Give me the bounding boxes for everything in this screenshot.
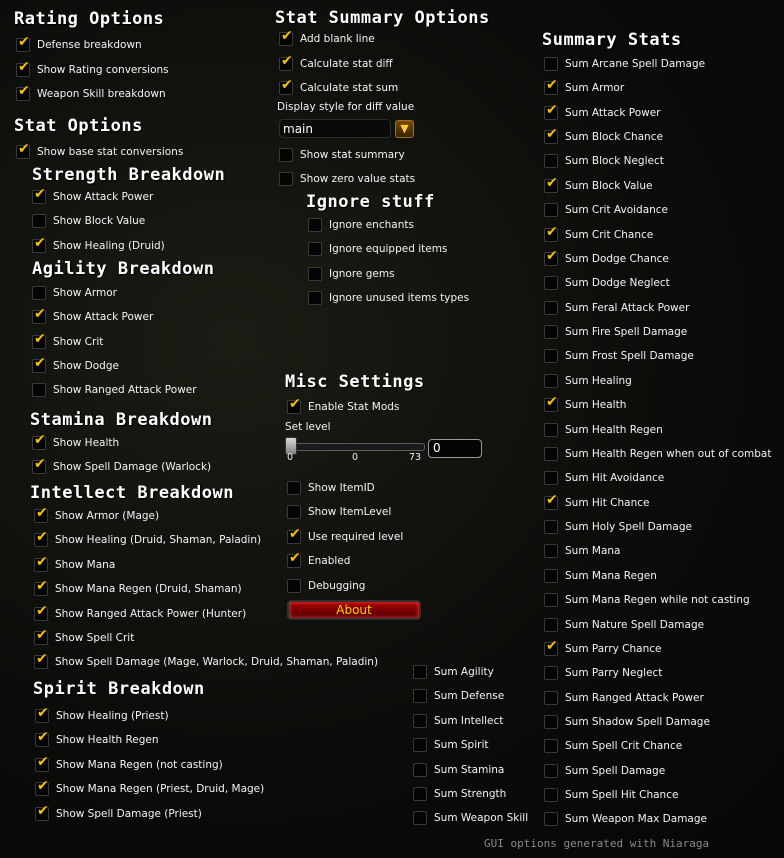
checkbox-sum-spirit[interactable] bbox=[413, 737, 488, 753]
checkbox-label: Show Attack Power bbox=[53, 191, 154, 203]
checkbox-label: Sum Intellect bbox=[434, 715, 504, 727]
checkbox-show-attack-power[interactable] bbox=[32, 309, 153, 325]
checkmark-icon[interactable] bbox=[279, 57, 293, 71]
agility-breakdown-heading: Agility Breakdown bbox=[32, 259, 215, 279]
checkbox-label: Ignore enchants bbox=[329, 219, 414, 231]
checkbox-weapon-skill-breakdown[interactable] bbox=[16, 86, 166, 102]
checkbox-label: Show Health bbox=[53, 437, 120, 449]
checkbox-sum-weapon-skill[interactable] bbox=[413, 810, 528, 826]
checkbox-show-base-stat-conversions[interactable] bbox=[16, 144, 183, 160]
checkbox-empty-icon[interactable] bbox=[544, 154, 558, 168]
checkmark-icon[interactable] bbox=[32, 239, 46, 253]
checkbox-calculate-stat-diff[interactable] bbox=[279, 56, 393, 72]
checkbox-label: Sum Health bbox=[565, 399, 627, 411]
checkbox-empty-icon[interactable] bbox=[287, 505, 301, 519]
checkbox-show-health-regen[interactable] bbox=[35, 732, 159, 748]
checkbox-label: Sum Feral Attack Power bbox=[565, 302, 690, 314]
checkmark-icon[interactable] bbox=[35, 782, 49, 796]
checkbox-sum-crit-avoidance[interactable] bbox=[544, 202, 668, 218]
checkmark-icon[interactable] bbox=[16, 145, 30, 159]
checkbox-empty-icon[interactable] bbox=[308, 242, 322, 256]
checkbox-label: Sum Mana Regen while not casting bbox=[565, 594, 750, 606]
checkbox-sum-attack-power[interactable] bbox=[544, 105, 661, 121]
checkbox-show-block-value[interactable] bbox=[32, 213, 145, 229]
checkbox-label: Sum Spell Crit Chance bbox=[565, 740, 683, 752]
checkbox-label: Enable Stat Mods bbox=[308, 401, 400, 413]
checkmark-icon[interactable] bbox=[34, 509, 48, 523]
checkbox-show-spell-damage-mage-warlock-druid-shaman-paladin[interactable] bbox=[34, 654, 378, 670]
checkbox-label: Show Dodge bbox=[53, 360, 119, 372]
checkbox-label: Show Spell Damage (Mage, Warlock, Druid, Shaman, Paladin) bbox=[55, 656, 379, 668]
checkbox-empty-icon[interactable] bbox=[544, 569, 558, 583]
checkbox-label: Sum Hit Avoidance bbox=[565, 472, 665, 484]
diff-style-label: Display style for diff value bbox=[277, 101, 415, 113]
checkbox-sum-frost-spell-damage[interactable] bbox=[544, 348, 694, 364]
checkmark-icon[interactable] bbox=[35, 709, 49, 723]
checkbox-label: Sum Fire Spell Damage bbox=[565, 326, 688, 338]
checkbox-label: Sum Armor bbox=[565, 82, 625, 94]
checkbox-label: Show Healing (Priest) bbox=[56, 710, 169, 722]
checkbox-empty-icon[interactable] bbox=[544, 276, 558, 290]
checkbox-show-ranged-attack-power-hunter[interactable] bbox=[34, 606, 246, 622]
checkbox-empty-icon[interactable] bbox=[544, 764, 558, 778]
checkbox-show-mana[interactable] bbox=[34, 557, 115, 573]
checkbox-empty-icon[interactable] bbox=[308, 218, 322, 232]
checkbox-label: Show Spell Damage (Warlock) bbox=[53, 461, 212, 473]
checkbox-label: Show Armor bbox=[53, 287, 117, 299]
checkbox-empty-icon[interactable] bbox=[544, 691, 558, 705]
checkbox-show-dodge[interactable] bbox=[32, 358, 119, 374]
checkbox-label: Sum Spirit bbox=[434, 739, 489, 751]
checkmark-icon[interactable] bbox=[287, 554, 301, 568]
checkbox-label: Sum Crit Chance bbox=[565, 229, 654, 241]
checkbox-empty-icon[interactable] bbox=[413, 689, 427, 703]
checkmark-icon[interactable] bbox=[34, 631, 48, 645]
intellect-breakdown-heading: Intellect Breakdown bbox=[30, 483, 234, 503]
checkbox-show-stat-summary[interactable] bbox=[279, 147, 405, 163]
checkbox-label: Sum Weapon Skill bbox=[434, 812, 529, 824]
checkmark-icon[interactable] bbox=[287, 400, 301, 414]
checkmark-icon[interactable] bbox=[35, 733, 49, 747]
checkbox-sum-ranged-attack-power[interactable] bbox=[544, 690, 704, 706]
checkbox-sum-block-chance[interactable] bbox=[544, 129, 663, 145]
checkbox-sum-block-value[interactable] bbox=[544, 178, 652, 194]
checkbox-label: Show Mana Regen (Druid, Shaman) bbox=[55, 583, 242, 595]
checkbox-empty-icon[interactable] bbox=[544, 374, 558, 388]
summary-stats-heading: Summary Stats bbox=[542, 30, 682, 50]
checkbox-empty-icon[interactable] bbox=[544, 203, 558, 217]
checkmark-icon[interactable] bbox=[32, 436, 46, 450]
checkmark-icon[interactable] bbox=[544, 130, 558, 144]
checkbox-empty-icon[interactable] bbox=[308, 267, 322, 281]
checkmark-icon[interactable] bbox=[544, 106, 558, 120]
checkbox-label: Sum Nature Spell Damage bbox=[565, 619, 705, 631]
checkbox-label: Show Ranged Attack Power (Hunter) bbox=[55, 608, 247, 620]
checkbox-empty-icon[interactable] bbox=[413, 763, 427, 777]
checkbox-label: Show ItemID bbox=[308, 482, 375, 494]
checkbox-empty-icon[interactable] bbox=[544, 544, 558, 558]
checkmark-icon[interactable] bbox=[544, 496, 558, 510]
checkbox-add-blank-line[interactable] bbox=[279, 31, 375, 47]
checkbox-label: Show stat summary bbox=[300, 149, 405, 161]
checkbox-show-spell-crit[interactable] bbox=[34, 630, 134, 646]
checkbox-empty-icon[interactable] bbox=[308, 291, 322, 305]
checkbox-label: Ignore unused items types bbox=[329, 292, 470, 304]
checkmark-icon[interactable] bbox=[544, 81, 558, 95]
checkbox-label: Sum Block Chance bbox=[565, 131, 663, 143]
checkbox-label: Sum Spell Hit Chance bbox=[565, 789, 679, 801]
checkbox-show-healing-druid-shaman-paladin[interactable] bbox=[34, 532, 261, 548]
checkbox-label: Show base stat conversions bbox=[37, 146, 184, 158]
checkbox-label: Show Healing (Druid) bbox=[53, 240, 165, 252]
checkbox-label: Sum Block Neglect bbox=[565, 155, 664, 167]
checkbox-show-mana-regen-not-casting[interactable] bbox=[35, 757, 223, 773]
checkbox-sum-defense[interactable] bbox=[413, 688, 504, 704]
checkmark-icon[interactable] bbox=[279, 32, 293, 46]
checkbox-empty-icon[interactable] bbox=[279, 172, 293, 186]
checkbox-show-armor[interactable] bbox=[32, 285, 117, 301]
checkbox-label: Weapon Skill breakdown bbox=[37, 88, 166, 100]
checkbox-debugging[interactable] bbox=[287, 578, 365, 594]
checkbox-label: Sum Block Value bbox=[565, 180, 653, 192]
checkbox-empty-icon[interactable] bbox=[544, 618, 558, 632]
checkbox-label: Show Health Regen bbox=[56, 734, 159, 746]
checkmark-icon[interactable] bbox=[544, 252, 558, 266]
checkbox-empty-icon[interactable] bbox=[413, 811, 427, 825]
checkbox-label: Show ItemLevel bbox=[308, 506, 392, 518]
checkbox-show-itemid[interactable] bbox=[287, 480, 375, 496]
checkbox-label: Sum Health Regen bbox=[565, 424, 663, 436]
set-level-label: Set level bbox=[285, 421, 331, 433]
checkbox-label: Show Crit bbox=[53, 336, 104, 348]
checkbox-empty-icon[interactable] bbox=[287, 579, 301, 593]
checkbox-show-healing-priest[interactable] bbox=[35, 708, 169, 724]
checkbox-empty-icon[interactable] bbox=[544, 423, 558, 437]
checkbox-label: Sum Shadow Spell Damage bbox=[565, 716, 710, 728]
checkbox-sum-parry-neglect[interactable] bbox=[544, 665, 662, 681]
checkmark-icon[interactable] bbox=[32, 359, 46, 373]
checkbox-empty-icon[interactable] bbox=[544, 349, 558, 363]
checkmark-icon[interactable] bbox=[32, 190, 46, 204]
checkbox-label: Show Rating conversions bbox=[37, 64, 169, 76]
checkmark-icon[interactable] bbox=[35, 807, 49, 821]
checkbox-sum-shadow-spell-damage[interactable] bbox=[544, 714, 710, 730]
rating-options-heading: Rating Options bbox=[14, 9, 165, 29]
checkbox-label: Show Mana Regen (Priest, Druid, Mage) bbox=[56, 783, 265, 795]
checkbox-empty-icon[interactable] bbox=[544, 715, 558, 729]
checkbox-sum-spell-damage[interactable] bbox=[544, 763, 665, 779]
ignore-stuff-heading: Ignore stuff bbox=[306, 192, 435, 212]
checkbox-label: Show Mana bbox=[55, 559, 116, 571]
checkbox-show-spell-damage-warlock[interactable] bbox=[32, 459, 211, 475]
checkbox-show-spell-damage-priest[interactable] bbox=[35, 806, 202, 822]
checkbox-label: Sum Attack Power bbox=[565, 107, 661, 119]
checkbox-empty-icon[interactable] bbox=[544, 739, 558, 753]
checkbox-empty-icon[interactable] bbox=[544, 301, 558, 315]
checkbox-sum-armor[interactable] bbox=[544, 80, 624, 96]
checkbox-empty-icon[interactable] bbox=[413, 665, 427, 679]
footer-credit: GUI options generated with Niaraga bbox=[484, 837, 710, 850]
checkbox-label: Sum Strength bbox=[434, 788, 507, 800]
checkbox-empty-icon[interactable] bbox=[413, 738, 427, 752]
slider-max-label: 73 bbox=[409, 452, 422, 463]
checkmark-icon[interactable] bbox=[544, 642, 558, 656]
checkbox-label: Show Mana Regen (not casting) bbox=[56, 759, 223, 771]
checkbox-label: Calculate stat sum bbox=[300, 82, 399, 94]
checkbox-sum-spell-crit-chance[interactable] bbox=[544, 738, 682, 754]
checkmark-icon[interactable] bbox=[34, 558, 48, 572]
checkbox-empty-icon[interactable] bbox=[544, 812, 558, 826]
checkmark-icon[interactable] bbox=[16, 87, 30, 101]
checkbox-empty-icon[interactable] bbox=[32, 383, 46, 397]
stamina-breakdown-heading: Stamina Breakdown bbox=[30, 410, 213, 430]
checkbox-sum-crit-chance[interactable] bbox=[544, 227, 653, 243]
checkbox-show-health[interactable] bbox=[32, 435, 119, 451]
checkbox-show-mana-regen-druid-shaman[interactable] bbox=[34, 581, 242, 597]
checkbox-label: Sum Arcane Spell Damage bbox=[565, 58, 706, 70]
checkbox-empty-icon[interactable] bbox=[544, 593, 558, 607]
checkbox-show-zero-value-stats[interactable] bbox=[279, 171, 415, 187]
checkbox-label: Show Armor (Mage) bbox=[55, 510, 160, 522]
checkmark-icon[interactable] bbox=[544, 179, 558, 193]
checkbox-empty-icon[interactable] bbox=[544, 447, 558, 461]
checkbox-defense-breakdown[interactable] bbox=[16, 37, 142, 53]
checkbox-label: Show Attack Power bbox=[53, 311, 154, 323]
checkbox-sum-mana-regen-while-not-casting[interactable] bbox=[544, 592, 750, 608]
checkbox-label: Enabled bbox=[308, 555, 351, 567]
checkmark-icon[interactable] bbox=[16, 63, 30, 77]
checkbox-show-itemlevel[interactable] bbox=[287, 504, 391, 520]
misc-settings-heading: Misc Settings bbox=[285, 372, 425, 392]
spirit-breakdown-heading: Spirit Breakdown bbox=[33, 679, 205, 699]
checkbox-show-healing-druid[interactable] bbox=[32, 238, 165, 254]
checkbox-empty-icon[interactable] bbox=[544, 520, 558, 534]
checkbox-label: Sum Ranged Attack Power bbox=[565, 692, 704, 704]
checkbox-sum-block-neglect[interactable] bbox=[544, 153, 664, 169]
checkmark-icon[interactable] bbox=[544, 228, 558, 242]
checkmark-icon[interactable] bbox=[544, 398, 558, 412]
checkbox-empty-icon[interactable] bbox=[544, 788, 558, 802]
checkbox-empty-icon[interactable] bbox=[413, 714, 427, 728]
checkbox-label: Show zero value stats bbox=[300, 173, 416, 185]
checkbox-sum-stamina[interactable] bbox=[413, 762, 504, 778]
checkbox-sum-weapon-max-damage[interactable] bbox=[544, 811, 707, 827]
checkmark-icon[interactable] bbox=[34, 533, 48, 547]
checkmark-icon[interactable] bbox=[32, 335, 46, 349]
level-slider[interactable] bbox=[288, 443, 425, 451]
checkbox-label: Sum Defense bbox=[434, 690, 505, 702]
checkbox-sum-feral-attack-power[interactable] bbox=[544, 300, 689, 316]
checkbox-label: Calculate stat diff bbox=[300, 58, 393, 70]
checkbox-show-attack-power[interactable] bbox=[32, 189, 153, 205]
checkmark-icon[interactable] bbox=[32, 460, 46, 474]
checkbox-label: Sum Agility bbox=[434, 666, 494, 678]
checkbox-sum-mana[interactable] bbox=[544, 543, 620, 559]
checkbox-label: Sum Hit Chance bbox=[565, 497, 650, 509]
checkbox-empty-icon[interactable] bbox=[544, 325, 558, 339]
about-button[interactable]: About bbox=[287, 600, 421, 620]
checkbox-label: Sum Crit Avoidance bbox=[565, 204, 669, 216]
checkbox-empty-icon[interactable] bbox=[32, 286, 46, 300]
checkbox-sum-holy-spell-damage[interactable] bbox=[544, 519, 692, 535]
checkbox-sum-health-regen[interactable] bbox=[544, 422, 663, 438]
checkbox-show-armor-mage[interactable] bbox=[34, 508, 159, 524]
checkbox-label: Defense breakdown bbox=[37, 39, 142, 51]
checkbox-ignore-enchants[interactable] bbox=[308, 217, 414, 233]
checkbox-label: Show Healing (Druid, Shaman, Paladin) bbox=[55, 534, 262, 546]
checkbox-label: Sum Spell Damage bbox=[565, 765, 666, 777]
checkmark-icon[interactable] bbox=[35, 758, 49, 772]
checkbox-ignore-gems[interactable] bbox=[308, 266, 395, 282]
checkbox-sum-intellect[interactable] bbox=[413, 713, 503, 729]
dropdown-arrow-icon[interactable]: ▼ bbox=[395, 120, 414, 138]
checkbox-sum-dodge-neglect[interactable] bbox=[544, 275, 670, 291]
checkbox-sum-health[interactable] bbox=[544, 397, 626, 413]
checkbox-empty-icon[interactable] bbox=[32, 214, 46, 228]
strength-breakdown-heading: Strength Breakdown bbox=[32, 165, 226, 185]
checkbox-label: Add blank line bbox=[300, 33, 375, 45]
checkbox-empty-icon[interactable] bbox=[413, 787, 427, 801]
checkmark-icon[interactable] bbox=[32, 310, 46, 324]
checkbox-show-mana-regen-priest-druid-mage[interactable] bbox=[35, 781, 264, 797]
checkmark-icon[interactable] bbox=[279, 81, 293, 95]
checkbox-sum-mana-regen[interactable] bbox=[544, 568, 657, 584]
checkbox-label: Use required level bbox=[308, 531, 404, 543]
slider-current-label: 0 bbox=[352, 452, 359, 463]
checkbox-label: Sum Dodge Chance bbox=[565, 253, 669, 265]
slider-min-label: 0 bbox=[287, 452, 294, 463]
checkmark-icon[interactable] bbox=[34, 607, 48, 621]
checkbox-use-required-level[interactable] bbox=[287, 529, 403, 545]
checkbox-enabled[interactable] bbox=[287, 553, 350, 569]
checkbox-label: Ignore gems bbox=[329, 268, 395, 280]
checkbox-label: Debugging bbox=[308, 580, 366, 592]
checkbox-label: Sum Holy Spell Damage bbox=[565, 521, 692, 533]
checkbox-label: Show Ranged Attack Power bbox=[53, 384, 197, 396]
checkbox-sum-hit-chance[interactable] bbox=[544, 495, 649, 511]
checkbox-empty-icon[interactable] bbox=[544, 57, 558, 71]
stat-summary-options-heading: Stat Summary Options bbox=[275, 8, 490, 28]
checkbox-show-crit[interactable] bbox=[32, 334, 103, 350]
diff-style-dropdown[interactable]: main bbox=[279, 119, 391, 138]
checkbox-label: Show Spell Crit bbox=[55, 632, 135, 644]
checkbox-sum-parry-chance[interactable] bbox=[544, 641, 662, 657]
checkbox-empty-icon[interactable] bbox=[544, 666, 558, 680]
checkbox-sum-nature-spell-damage[interactable] bbox=[544, 617, 704, 633]
checkbox-sum-spell-hit-chance[interactable] bbox=[544, 787, 678, 803]
checkmark-icon[interactable] bbox=[34, 655, 48, 669]
checkmark-icon[interactable] bbox=[16, 38, 30, 52]
checkbox-sum-healing[interactable] bbox=[544, 373, 632, 389]
checkbox-empty-icon[interactable] bbox=[544, 471, 558, 485]
checkbox-show-rating-conversions[interactable] bbox=[16, 62, 169, 78]
checkbox-ignore-unused-items-types[interactable] bbox=[308, 290, 469, 306]
checkbox-label: Sum Dodge Neglect bbox=[565, 277, 670, 289]
checkbox-label: Sum Stamina bbox=[434, 764, 505, 776]
checkbox-label: Sum Mana bbox=[565, 545, 621, 557]
checkbox-enable-stat-mods[interactable] bbox=[287, 399, 399, 415]
checkbox-label: Sum Weapon Max Damage bbox=[565, 813, 707, 825]
level-input[interactable]: 0 bbox=[428, 439, 482, 458]
checkbox-sum-health-regen-when-out-of-combat[interactable] bbox=[544, 446, 771, 462]
checkmark-icon[interactable] bbox=[34, 582, 48, 596]
checkbox-sum-hit-avoidance[interactable] bbox=[544, 470, 664, 486]
stat-options-heading: Stat Options bbox=[14, 116, 143, 136]
checkbox-ignore-equipped-items[interactable] bbox=[308, 241, 447, 257]
checkbox-sum-dodge-chance[interactable] bbox=[544, 251, 669, 267]
checkbox-sum-agility[interactable] bbox=[413, 664, 494, 680]
checkbox-label: Sum Healing bbox=[565, 375, 632, 387]
checkbox-label: Sum Frost Spell Damage bbox=[565, 350, 694, 362]
checkbox-label: Sum Parry Neglect bbox=[565, 667, 663, 679]
checkmark-icon[interactable] bbox=[287, 530, 301, 544]
checkbox-sum-arcane-spell-damage[interactable] bbox=[544, 56, 705, 72]
checkbox-show-ranged-attack-power[interactable] bbox=[32, 382, 197, 398]
checkbox-empty-icon[interactable] bbox=[287, 481, 301, 495]
checkbox-label: Show Spell Damage (Priest) bbox=[56, 808, 202, 820]
checkbox-empty-icon[interactable] bbox=[279, 148, 293, 162]
checkbox-sum-strength[interactable] bbox=[413, 786, 506, 802]
checkbox-label: Sum Health Regen when out of combat bbox=[565, 448, 772, 460]
checkbox-calculate-stat-sum[interactable] bbox=[279, 80, 398, 96]
checkbox-label: Show Block Value bbox=[53, 215, 146, 227]
checkbox-label: Sum Parry Chance bbox=[565, 643, 662, 655]
checkbox-sum-fire-spell-damage[interactable] bbox=[544, 324, 687, 340]
checkbox-label: Ignore equipped items bbox=[329, 243, 448, 255]
checkbox-label: Sum Mana Regen bbox=[565, 570, 657, 582]
